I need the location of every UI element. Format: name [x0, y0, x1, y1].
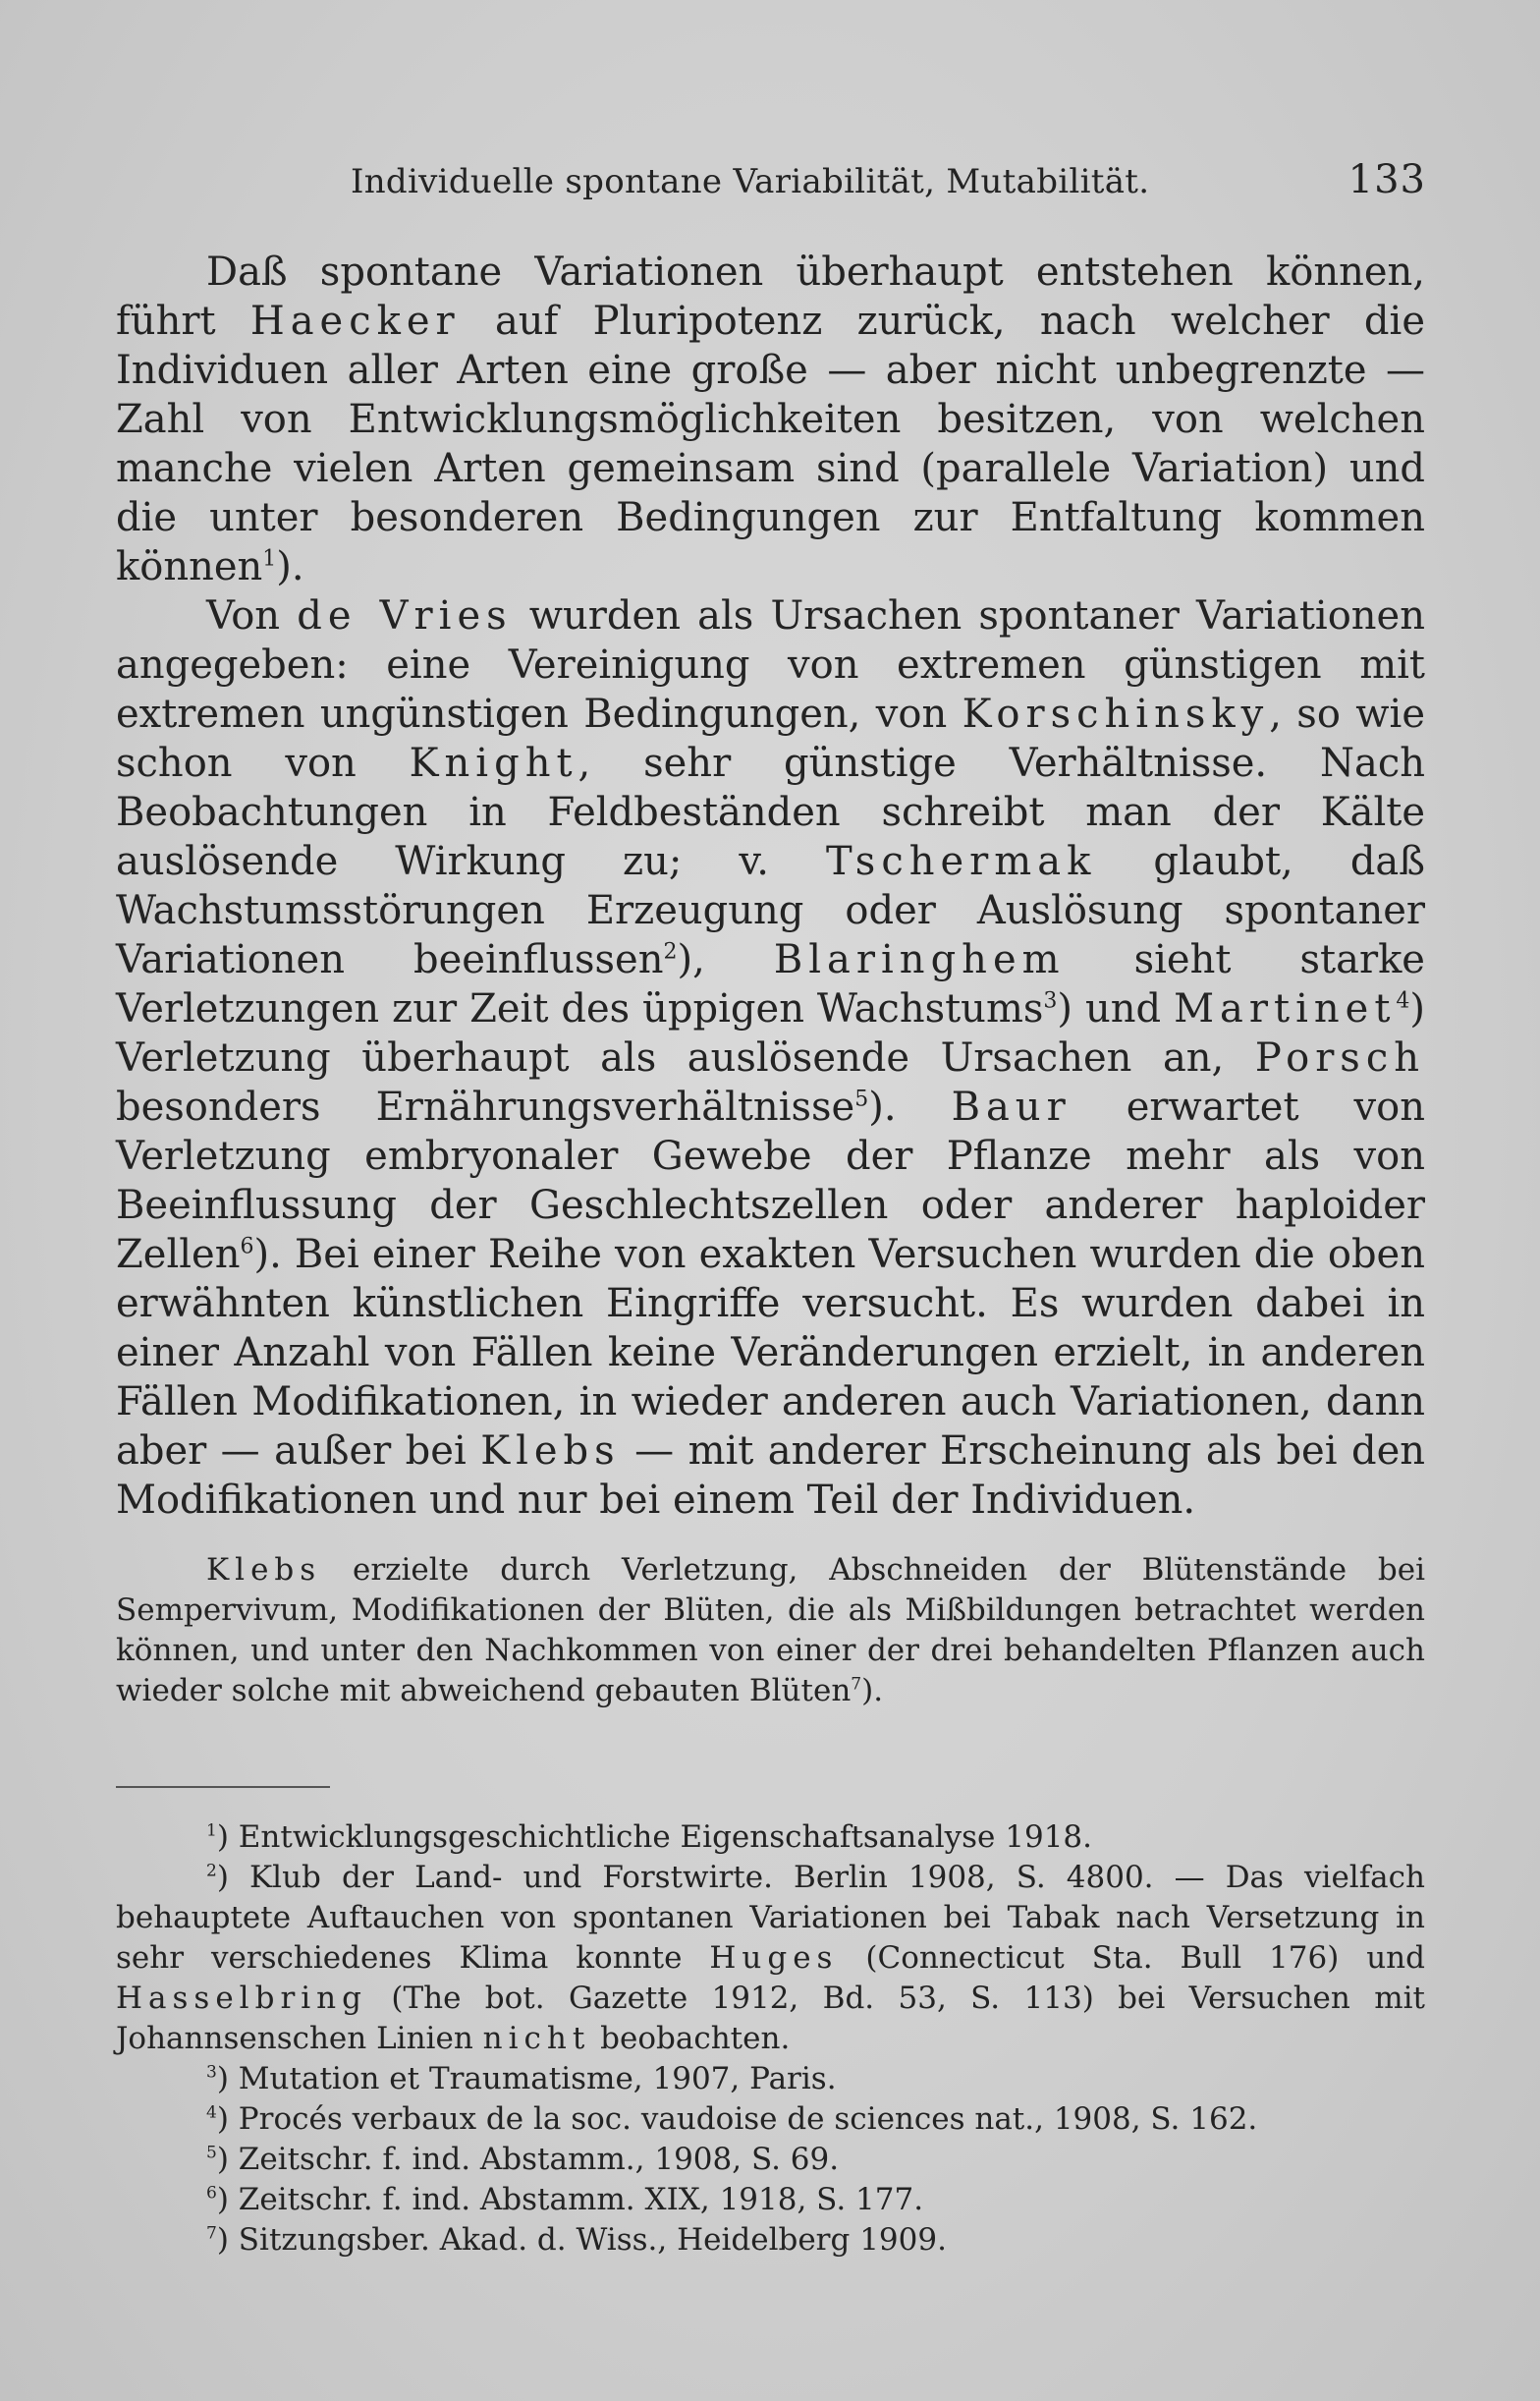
footnote-1: $^1$) Entwicklungsgeschichtliche Eigenschaftsanalyse 1918.: [206, 1819, 1092, 1855]
footnote-ref: 2: [663, 939, 678, 965]
footnote-ref: 4: [1396, 988, 1410, 1014]
footnote-6: $^6$) Zeitschr. f. ind. Abstamm. XIX, 1918, S. 177.: [206, 2182, 924, 2217]
author-name: de Vries: [297, 593, 513, 639]
author-name: Tschermak: [826, 839, 1097, 884]
footnote-2: $^2$) Klub der Land- und Forstwirte. Berlin 1908, S. 4800. — Das vielfach behauptete Auftauchen von spontanen Variationen bei Tabak nach Versetzung in sehr verschiedenes Klima konnte Huges (Connecticut Sta. Bull 176) und Hasselbring (The bot. Gazette 1912, Bd. 53, S. 113) bei Versuchen mit Johannsenschen Linien nicht beobachten.: [116, 1860, 1425, 2056]
author-name: Haecker: [249, 299, 461, 344]
footnote-ref: 6: [240, 1234, 254, 1259]
author-name: Baur: [951, 1085, 1072, 1130]
main-text: [116, 248, 1425, 1525]
author-name: Blaringhem: [773, 937, 1066, 982]
page-header: [351, 157, 1426, 202]
author-name: Huges: [709, 1940, 839, 1976]
footnote-ref: 5: [854, 1087, 869, 1112]
footnote-3: $^3$) Mutation et Traumatisme, 1907, Paris.: [206, 2061, 837, 2096]
footnote-4: $^4$) Procés verbaux de la soc. vaudoise de sciences nat., 1908, S. 162.: [206, 2101, 1258, 2137]
footnote-ref: 7: [851, 1674, 862, 1695]
author-name: Klebs: [480, 1428, 621, 1474]
author-name: Hasselbring: [116, 1981, 367, 2016]
small-print-paragraph: Klebs erzielte durch Verletzung, Abschneiden der Blütenstände bei Sempervivum, Modifikationen der Blüten, die als Mißbildungen betrachtet werden können, und unter den Nachkommen von einer der drei behandelten Pflanzen auch wieder solche mit abweichend gebauten Blüten$^7$).: [116, 1552, 1425, 1708]
running-title: Individuelle spontane Variabilität, Mutabilität.: [351, 162, 1150, 201]
author-name: Korschinsky: [962, 692, 1270, 737]
footnote-5: $^5$) Zeitschr. f. ind. Abstamm., 1908, S. 69.: [206, 2142, 840, 2177]
emphasis: nicht: [482, 2021, 591, 2056]
author-name: Klebs: [206, 1552, 322, 1588]
page-number: 133: [1348, 157, 1426, 202]
footnote-ref: 1: [262, 546, 277, 572]
paragraph-2: Von de Vries wurden als Ursachen spontaner Variationen angegeben: eine Vereinigung von extremen günstigen mit extremen ungünstigen Bedingungen, von Korschinsky, so wie schon von Knight, sehr günstige Verhältnisse. Nach Beobachtungen in Feldbeständen schreibt man der Kälte auslösende Wirkung zu; v. Tschermak glaubt, daß Wachstumsstörungen Erzeugung oder Auslösung spontaner Variationen beeinflussen$^2$), Blaringhem sieht starke Verletzungen zur Zeit des üppigen Wachstums$^3$) und Martinet$^4$) Verletzung überhaupt als auslösende Ursachen an, Porsch besonders Ernährungsverhältnisse$^5$). Baur erwartet von Verletzung embryonaler Gewebe der Pflanze mehr als von Beeinflussung der Geschlechtszellen oder anderer haploider Zellen$^6$). Bei einer Reihe von exakten Versuchen wurden die oben erwähnten künstlichen Eingriffe versucht. Es wurden dabei in einer Anzahl von Fällen keine Veränderungen erzielt, in anderen Fällen Modifikationen, in wieder anderen auch Variationen, dann aber — außer bei Klebs — mit anderer Erscheinung als bei den Modifikationen und nur bei einem Teil der Individuen.: [116, 593, 1426, 1523]
author-name: Porsch: [1254, 1035, 1425, 1081]
footnotes: [116, 1817, 1425, 2261]
paragraph-1: Daß spontane Variationen überhaupt entstehen können, führt Haecker auf Pluripotenz zurück, nach welcher die Individuen aller Arten eine große — aber nicht unbegrenzte — Zahl von Entwicklungsmöglichkeiten besitzen, von welchen manche vielen Arten gemeinsam sind (parallele Variation) und die unter besonderen Bedingungen zur Entfaltung kommen können$^1$).: [116, 250, 1425, 589]
author-name: Knight: [409, 741, 578, 786]
author-name: Martinet: [1174, 986, 1397, 1032]
footnote-separator: [116, 1786, 330, 1788]
footnote-ref: 3: [1043, 988, 1058, 1014]
footnote-7: $^7$) Sitzungsber. Akad. d. Wiss., Heidelberg 1909.: [206, 2222, 947, 2258]
